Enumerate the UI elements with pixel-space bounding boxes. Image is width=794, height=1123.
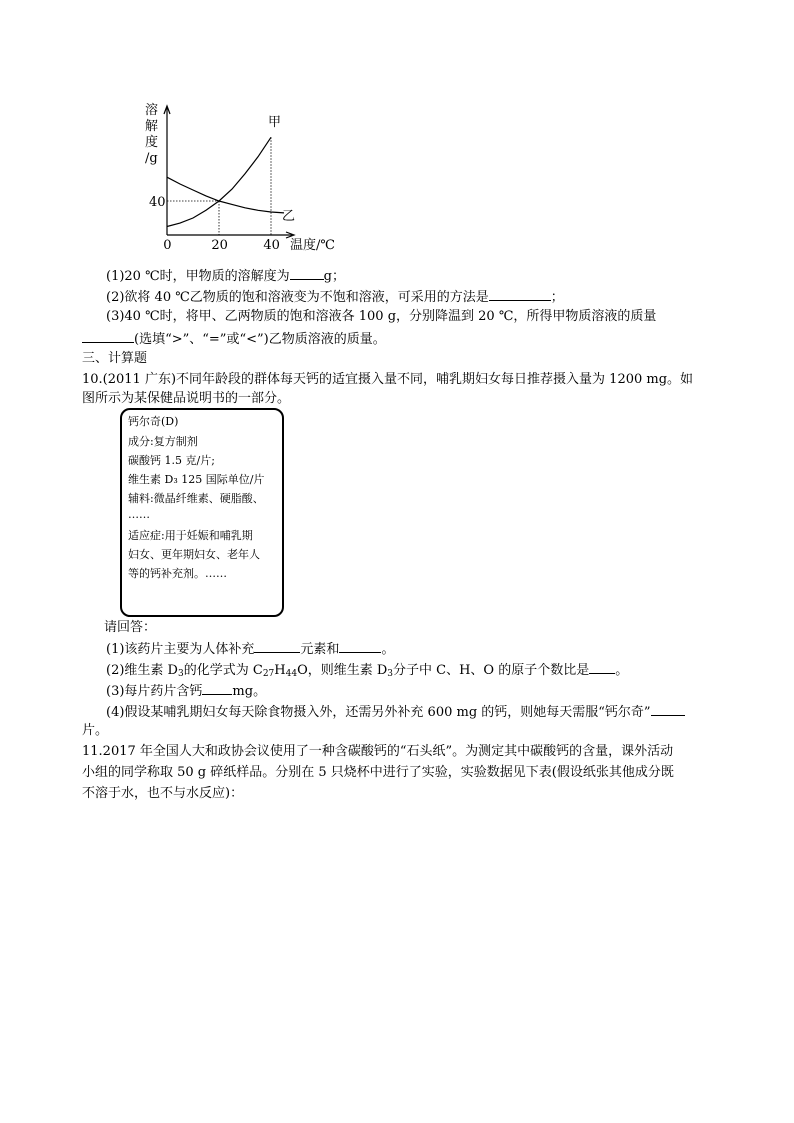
y-axis-label: 解 xyxy=(145,119,159,134)
answer-blank[interactable] xyxy=(589,660,615,674)
q9-part2-end: ； xyxy=(550,290,564,305)
answer-blank[interactable] xyxy=(339,639,381,653)
answer-blank[interactable] xyxy=(82,329,134,343)
q10-part4-text: (4)假设某哺乳期妇女每天除食物摄入外，还需另外补充 600 mg 的钙，则她每天需服“钙尔奇” xyxy=(106,705,651,720)
q9-part3-text: (选填“>”、“=”或“<”)乙物质溶液的质量。 xyxy=(134,332,386,347)
q11-line2: 小组的同学称取 50 g 碎纸样品。分别在 5 只烧杯中进行了实验，实验数据见下表(假设纸张其他成分既 xyxy=(82,765,674,780)
label-line: 维生素 D₃ 125 国际单位/片 xyxy=(128,473,265,486)
q10-part4-line2: 片。 xyxy=(82,723,109,738)
label-line: 碳酸钙 1.5 克/片; xyxy=(128,454,215,467)
x-tick-label: 0 xyxy=(163,238,172,252)
q10-part3 xyxy=(106,681,266,701)
q10-part1 xyxy=(106,639,394,659)
q10-line2: 图所示为某保健品说明书的一部分。 xyxy=(82,391,291,406)
label-line: 适应症:用于妊娠和哺乳期 xyxy=(128,529,253,542)
q10-part2-text: (2)维生素 D xyxy=(106,663,178,678)
y-tick-label: 40 xyxy=(149,195,166,210)
q10-part2-text: O，则维生素 D xyxy=(297,663,388,678)
answer-blank[interactable] xyxy=(290,266,324,280)
q9-part1-text: (1)20 ℃时，甲物质的溶解度为 xyxy=(106,269,290,284)
subscript: 3 xyxy=(387,669,394,679)
q10-part2 xyxy=(106,660,628,680)
q9-part2 xyxy=(106,287,564,307)
y-axis-label: 度 xyxy=(145,135,159,150)
y-axis-label: /g xyxy=(145,151,158,166)
x-axis-label: 温度/℃ xyxy=(290,238,335,252)
q10-part3-unit: mg。 xyxy=(232,684,267,699)
answer-blank[interactable] xyxy=(489,287,551,301)
subscript: 27 xyxy=(262,669,275,679)
subscript: 44 xyxy=(285,669,298,679)
series-label: 甲 xyxy=(268,115,282,130)
q10-part2-text: H xyxy=(274,663,286,678)
q9-part1 xyxy=(106,266,345,286)
label-line: 成分:复方制剂 xyxy=(128,435,198,448)
solubility-chart xyxy=(140,102,350,252)
q10-part2-end: 。 xyxy=(615,663,629,678)
label-line: 妇女、更年期妇女、老年人 xyxy=(128,548,260,561)
q10-part2-text: 分子中 C、H、O 的原子个数比是 xyxy=(393,663,590,678)
q10-line1: 10.(2011 广东)不同年龄段的群体每天钙的适宜摄入量不同，哺乳期妇女每日推荐摄入量为 1200 mg。如 xyxy=(82,372,694,387)
y-axis-label: 溶 xyxy=(145,103,159,118)
x-tick-label: 40 xyxy=(263,238,280,252)
x-tick-label: 20 xyxy=(211,238,228,252)
q11-line1: 11.2017 年全国人大和政协会议使用了一种含碳酸钙的“石头纸”。为测定其中碳酸钙的含量，课外活动 xyxy=(82,744,674,759)
series-label: 乙 xyxy=(282,209,296,224)
q9-part3-line1: (3)40 ℃时，将甲、乙两物质的饱和溶液各 100 g，分别降温到 20 ℃，所得甲物质溶液的质量 xyxy=(106,309,657,324)
q11-line3: 不溶于水，也不与水反应)： xyxy=(82,786,244,801)
section-heading: 三、计算题 xyxy=(82,351,148,366)
label-line: 等的钙补充剂。…… xyxy=(128,567,227,580)
q10-part1-mid: 元素和 xyxy=(300,642,340,657)
answer-blank[interactable] xyxy=(202,681,232,695)
q10-prompt: 请回答： xyxy=(104,620,157,635)
q10-part4-line1 xyxy=(106,702,685,722)
q10-part1-text: (1)该药片主要为人体补充 xyxy=(106,642,255,657)
q9-part3-line2 xyxy=(82,329,386,349)
q10-part2-text: 的化学式为 C xyxy=(183,663,263,678)
q9-part1-unit: g； xyxy=(323,269,345,284)
answer-blank[interactable] xyxy=(651,702,685,716)
q10-part1-end: 。 xyxy=(381,642,395,657)
label-line: 辅料:微晶纤维素、硬脂酸、 xyxy=(128,492,264,505)
label-line: …… xyxy=(128,508,150,521)
label-line: 钙尔奇(D) xyxy=(128,415,179,428)
subscript: 3 xyxy=(177,669,184,679)
answer-blank[interactable] xyxy=(254,639,300,653)
q10-part3-text: (3)每片药片含钙 xyxy=(106,684,203,699)
q9-part2-text: (2)欲将 40 ℃乙物质的饱和溶液变为不饱和溶液，可采用的方法是 xyxy=(106,290,489,305)
